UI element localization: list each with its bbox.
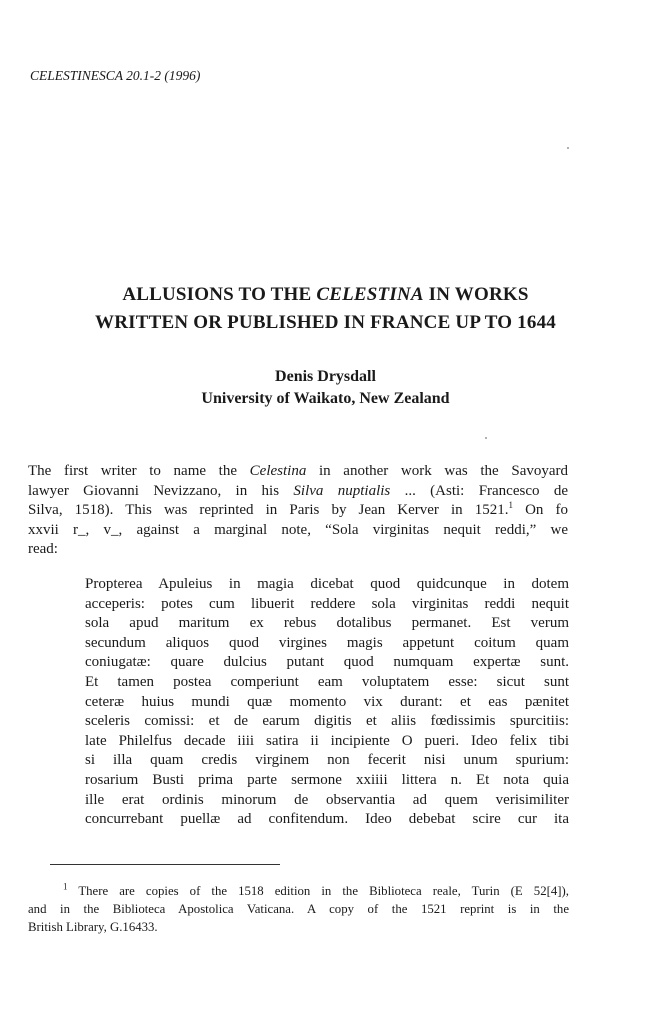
scan-speck (485, 437, 487, 439)
footnote-divider (50, 864, 280, 865)
quote-line: late Philelfus decade iiii satira ii incipiente O pueri. Ideo felix tibi (85, 732, 569, 749)
footnote-line: $^1$ There are copies of the 1518 edition in the Biblioteca reale, Turin (E 52[4]), (63, 881, 569, 898)
quote-line: concurrebant puellæ ad confitendum. Ideo debebat scire cur ita (85, 811, 569, 828)
footnote-marker: 1 (63, 881, 68, 892)
title-line-1: ALLUSIONS TO THE CELESTINA IN WORKS (122, 284, 529, 305)
quote-line: si illa quam credis virginem non fecerit nisi unum spurium: (85, 752, 569, 769)
footnote-reference[interactable]: 1 (508, 500, 513, 511)
journal-header: CELESTINESCA 20.1-2 (1996) (30, 68, 201, 83)
footnote-line: British Library, G.16433. (28, 920, 158, 934)
quote-line: acceperis: potes cum libuerit reddere sola virginitas reddi nequit (85, 595, 569, 612)
quote-line: sola apud maritum ex rebus dotalibus permanet. Est verum (85, 615, 569, 632)
author-name: Denis Drysdall (275, 368, 376, 385)
footnote-line: and in the Biblioteca Apostolica Vaticana. A copy of the 1521 reprint is in the (28, 902, 569, 916)
quote-line: secundum aliquos quod virgines magis appetunt coitum quam (85, 634, 569, 651)
scan-speck (567, 147, 569, 149)
paragraph-line: read: (28, 541, 58, 558)
paragraph-line: Silva, 1518). This was reprinted in Paris by Jean Kerver in 1521.$^1$ On fo (28, 500, 568, 519)
quote-line: rosarium Busti prima parte sermone xxiiii littera n. Et nota quia (85, 771, 569, 788)
quote-line: coniugatæ: quare dulcius putant quod numquam expertæ sunt. (85, 654, 569, 671)
paragraph-line: xxvii r_, v_, against a marginal note, “Sola virginitas nequit reddi,” we (28, 521, 568, 538)
title-italic-work: CELESTINA (316, 284, 424, 305)
title-line-2: WRITTEN OR PUBLISHED IN FRANCE UP TO 1644 (95, 312, 556, 333)
quote-line: sceleris comissi: et de earum digitis et aliis fœdissimis spurcitiis: (85, 713, 569, 730)
opening-paragraph (28, 462, 568, 560)
article-title (0, 281, 651, 337)
paragraph-line: The first writer to name the Celestina in another work was the Savoyard (28, 463, 569, 479)
author-block (0, 366, 651, 410)
footnote (28, 882, 569, 936)
quote-line: ille erat ordinis minorum de observantia ad quem verisimiliter (85, 791, 569, 808)
block-quote (85, 575, 569, 830)
quote-line: Propterea Apuleius in magia dicebat quod quidcunque in dotem (85, 576, 569, 592)
quote-line: Et tamen postea comperiunt eam voluptatem esse: sicut sunt (85, 673, 569, 690)
paragraph-line: lawyer Giovanni Nevizzano, in his Silva nuptialis ... (Asti: Francesco de (28, 482, 568, 499)
quote-line: ceteræ huius mundi quæ momento vix durant: et eas pænitet (85, 693, 569, 710)
author-affiliation: University of Waikato, New Zealand (201, 390, 450, 407)
